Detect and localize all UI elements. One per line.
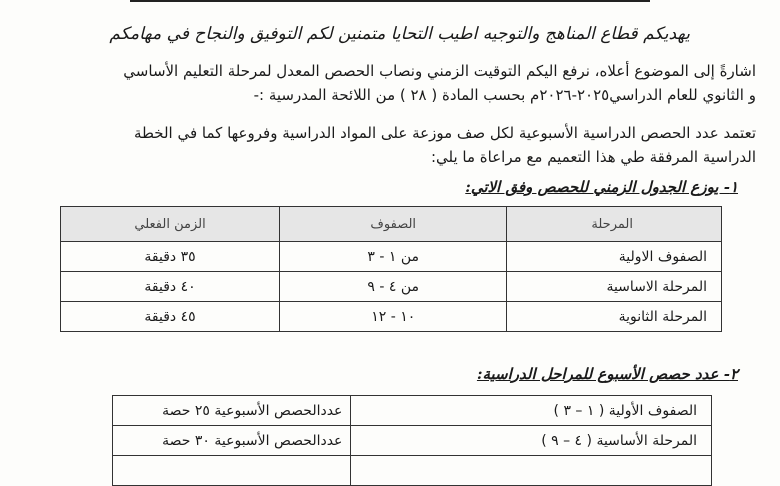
greeting-line: يهديكم قطاع المناهج والتوجيه اطيب التحايا متمنين لكم التوفيق والنجاح في مهامكم: [109, 24, 690, 44]
stage-cell: المرحلة الثانوية: [507, 302, 722, 332]
stage-cell: المرحلة الاساسية: [507, 272, 722, 302]
table-row: [113, 456, 712, 486]
time-cell: ٤٠ دقيقة: [61, 272, 280, 302]
schedule-table: [60, 206, 722, 332]
time-cell: ٣٥ دقيقة: [61, 242, 280, 272]
grades-cell: من ١ - ٣: [280, 242, 507, 272]
periods-cell: عددالحصص الأسبوعية ٣٠ حصة: [113, 426, 351, 456]
periods-cell: عددالحصص الأسبوعية ٢٥ حصة: [113, 396, 351, 426]
stage-cell: الصفوف الأولية ( ١ – ٣ ): [351, 396, 712, 426]
table-row: [61, 272, 722, 302]
stage-cell: الصفوف الاولية: [507, 242, 722, 272]
stage-cell: المرحلة الأساسية ( ٤ – ٩ ): [351, 426, 712, 456]
section1-heading: ١- يوزع الجدول الزمني للحصص وفق الاتي:: [465, 178, 738, 196]
weekly-periods-table: [112, 395, 712, 486]
grades-cell: ١٠ - ١٢: [280, 302, 507, 332]
periods-cell: [113, 456, 351, 486]
column-header-grades: الصفوف: [280, 207, 507, 242]
table-row: [113, 396, 712, 426]
body-line-2: الدراسية المرفقة طي هذا التعميم مع مراعاة ما يلي:: [430, 148, 756, 166]
time-cell: ٤٥ دقيقة: [61, 302, 280, 332]
header-rule: [130, 0, 650, 6]
table-row: [61, 302, 722, 332]
table-row: [113, 426, 712, 456]
stage-cell: [351, 456, 712, 486]
body-line-1: تعتمد عدد الحصص الدراسية الأسبوعية لكل صف موزعة على المواد الدراسية وفروعها كما في الخطة: [133, 124, 756, 142]
section2-heading: ٢- عدد حصص الأسبوع للمراحل الدراسية:: [476, 365, 738, 383]
grades-cell: من ٤ - ٩: [280, 272, 507, 302]
table-row: [61, 242, 722, 272]
column-header-stage: المرحلة: [507, 207, 722, 242]
intro-line-2: و الثانوي للعام الدراسي٢٠٢٥-٢٠٢٦م بحسب المادة ( ٢٨ ) من اللائحة المدرسية :-: [253, 86, 756, 104]
schedule-header-row: [61, 207, 722, 242]
intro-line-1: اشارةً إلى الموضوع أعلاه، نرفع اليكم التوقيت الزمني ونصاب الحصص المعدل لمرحلة التعليم الأساسي: [123, 62, 756, 80]
column-header-time: الزمن الفعلي: [61, 207, 280, 242]
